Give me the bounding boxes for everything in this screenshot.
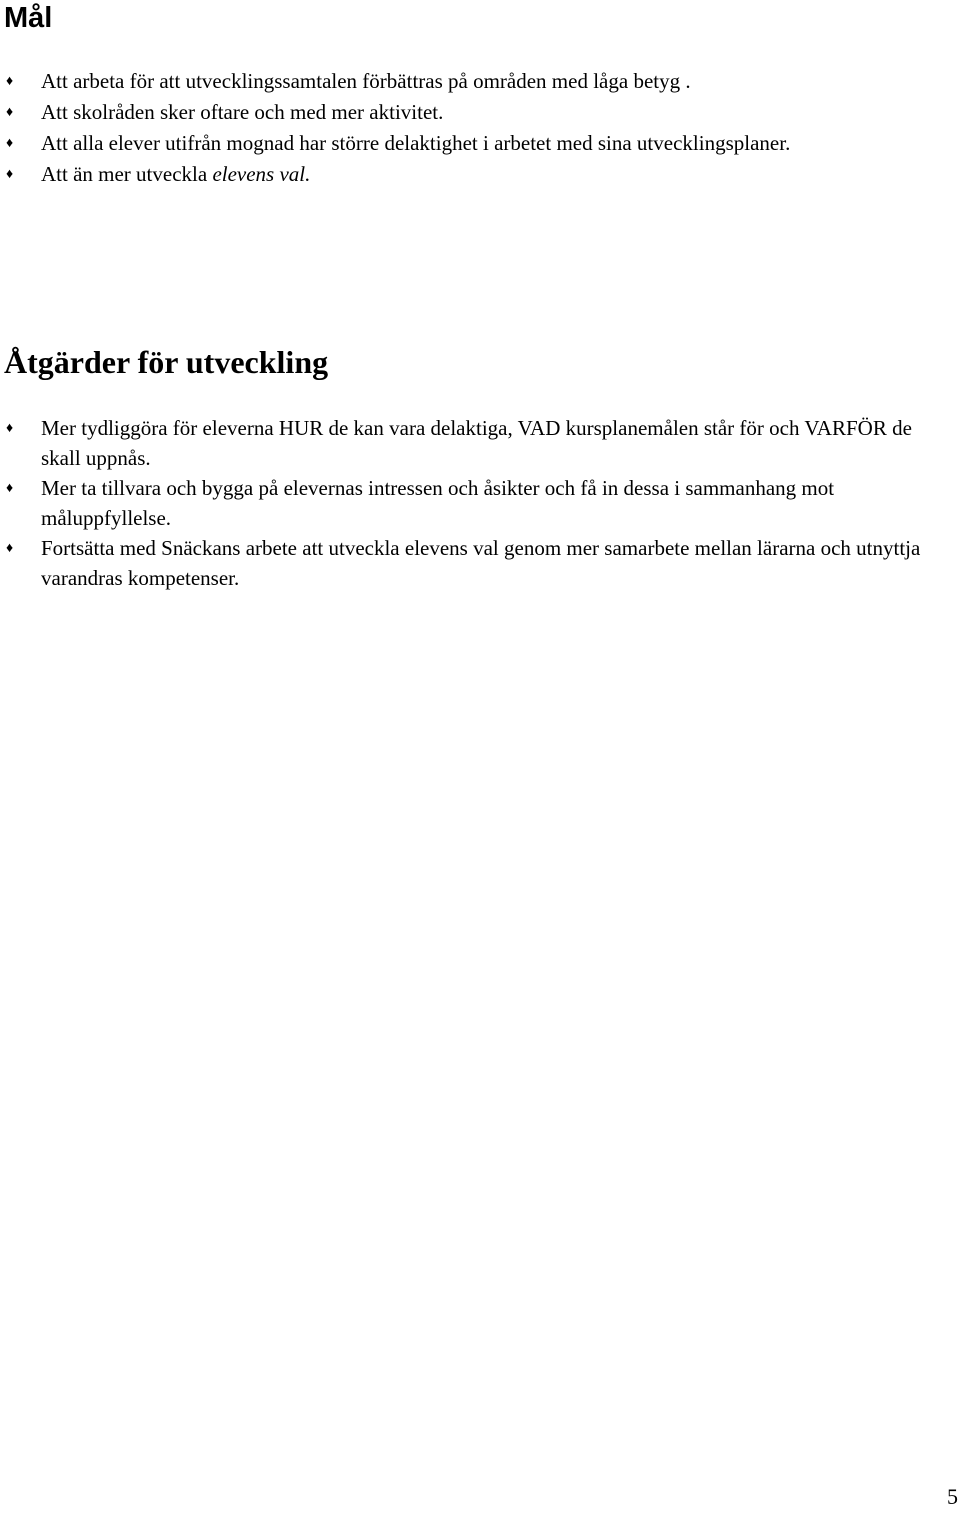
list-item-text: Mer tydliggöra för eleverna HUR de kan vara delaktiga, VAD kursplanemålen står för och VARFÖR de skall uppnås. — [41, 416, 912, 470]
section-title-atgarder: Åtgärder för utveckling — [4, 344, 329, 380]
list-item — [0, 128, 960, 159]
list-item — [0, 66, 960, 97]
section-title-mal: Mål — [4, 2, 53, 34]
list-item-text: Att skolråden sker oftare och med mer aktivitet. — [41, 100, 444, 124]
diamond-bullet-icon: ♦ — [6, 136, 14, 151]
list-item-text: Mer ta tillvara och bygga på elevernas intressen och åsikter och få in dessa i sammanhang mot måluppfyllelse. — [41, 476, 835, 530]
list-item — [0, 159, 960, 190]
page-number: 5 — [947, 1484, 958, 1509]
diamond-bullet-icon: ♦ — [6, 74, 14, 89]
diamond-bullet-icon: ♦ — [6, 421, 14, 436]
list-item — [0, 414, 960, 473]
actions-list — [0, 414, 960, 594]
list-item-text: Att än mer utveckla — [41, 162, 213, 186]
list-item-text: Att arbeta för att utvecklingssamtalen förbättras på områden med låga betyg . — [41, 69, 691, 93]
goals-list — [0, 66, 960, 190]
diamond-bullet-icon: ♦ — [6, 481, 14, 496]
list-item-text: Fortsätta med Snäckans arbete att utveckla elevens val genom mer samarbete mellan lärarna och utnyttja varandras kompetenser. — [41, 536, 921, 590]
list-item-emphasis: elevens val. — [212, 162, 311, 186]
diamond-bullet-icon: ♦ — [6, 105, 14, 120]
diamond-bullet-icon: ♦ — [6, 167, 14, 182]
list-item — [0, 474, 960, 533]
diamond-bullet-icon: ♦ — [6, 541, 14, 556]
list-item — [0, 97, 960, 128]
list-item — [0, 534, 960, 593]
list-item-text: Att alla elever utifrån mognad har större delaktighet i arbetet med sina utvecklingsplaner. — [41, 131, 791, 155]
